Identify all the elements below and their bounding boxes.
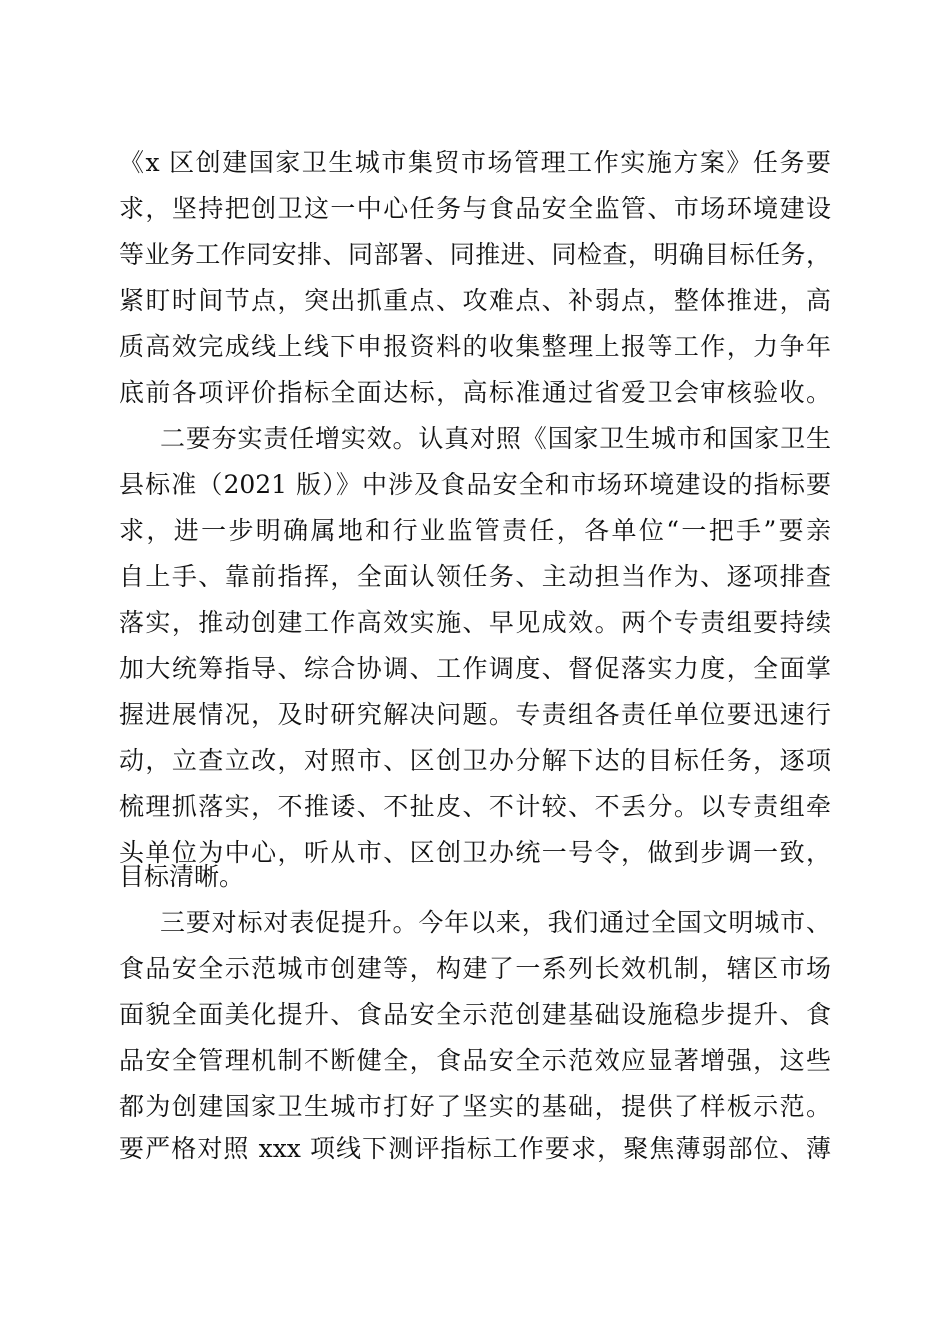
text-line: 梳理抓落实，不推诿、不扯皮、不计较、不丢分。以专责组牵 — [119, 792, 831, 821]
text-line: 质高效完成线上线下申报资料的收集整理上报等工作，力争年 — [119, 332, 831, 361]
text-line: 《x 区创建国家卫生城市集贸市场管理工作实施方案》任务要 — [119, 148, 831, 177]
text-line: 食品安全示范城市创建等，构建了一系列长效机制，辖区市场 — [119, 954, 831, 983]
text-line: 头单位为中心，听从市、区创卫办统一号令，做到步调一致， — [119, 838, 831, 867]
text-line: 握进展情况，及时研究解决问题。专责组各责任单位要迅速行 — [119, 700, 831, 729]
text-line: 县标准（2021 版）》中涉及食品安全和市场环境建设的指标要 — [119, 470, 831, 499]
text-line: 求，坚持把创卫这一中心任务与食品安全监管、市场环境建设 — [119, 194, 831, 223]
text-line: 底前各项评价指标全面达标，高标准通过省爱卫会审核验收。 — [119, 378, 831, 407]
text-line: 加大统筹指导、综合协调、工作调度、督促落实力度，全面掌 — [119, 654, 831, 683]
text-line: 目标清晰。 — [119, 862, 245, 891]
text-line: 面貌全面美化提升、食品安全示范创建基础设施稳步提升、食 — [119, 1000, 831, 1029]
text-line: 自上手、靠前指挥，全面认领任务、主动担当作为、逐项排查 — [119, 562, 831, 591]
paragraph-heading-line: 二要夯实责任增实效。认真对照《国家卫生城市和国家卫生 — [160, 424, 831, 453]
text-line: 动，立查立改，对照市、区创卫办分解下达的目标任务，逐项 — [119, 746, 831, 775]
paragraph-heading-line: 三要对标对表促提升。今年以来，我们通过全国文明城市、 — [160, 908, 831, 937]
text-line: 品安全管理机制不断健全，食品安全示范效应显著增强，这些 — [119, 1046, 831, 1075]
text-line: 求，进一步明确属地和行业监管责任，各单位“一把手”要亲 — [119, 516, 831, 545]
text-line: 落实，推动创建工作高效实施、早见成效。两个专责组要持续 — [119, 608, 831, 637]
text-line: 等业务工作同安排、同部署、同推进、同检查，明确目标任务， — [119, 240, 831, 269]
text-line: 要严格对照 xxx 项线下测评指标工作要求，聚焦薄弱部位、薄 — [119, 1134, 831, 1163]
text-line: 紧盯时间节点，突出抓重点、攻难点、补弱点，整体推进，高 — [119, 286, 831, 315]
text-line: 都为创建国家卫生城市打好了坚实的基础，提供了样板示范。 — [119, 1092, 831, 1121]
